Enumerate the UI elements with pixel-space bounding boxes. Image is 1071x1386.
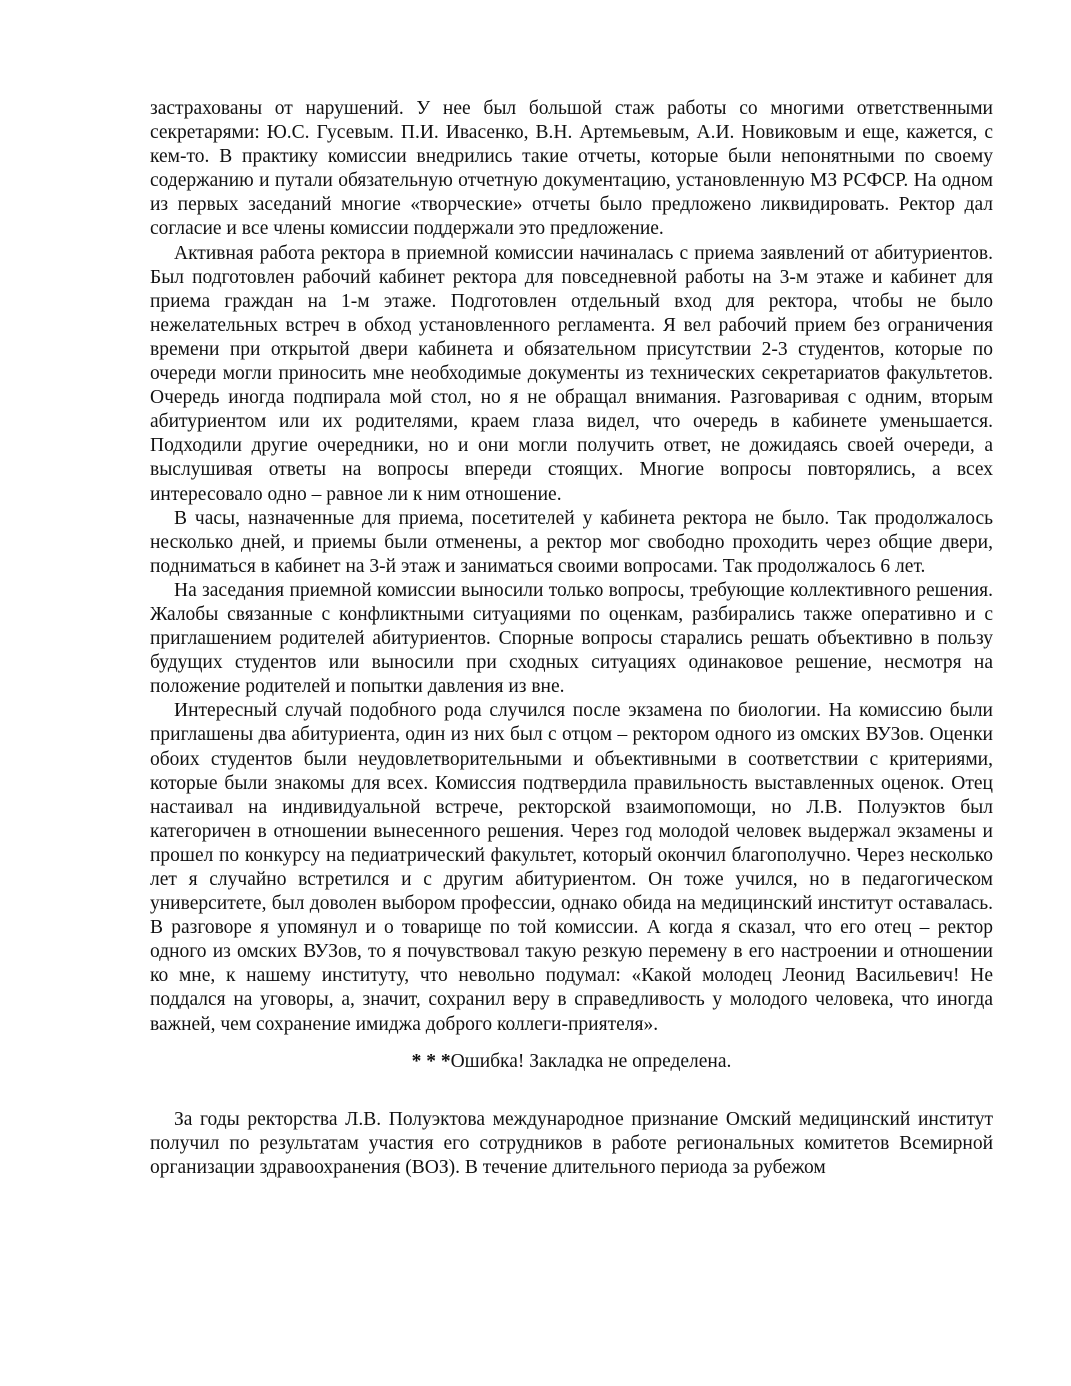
paragraph-1: застрахованы от нарушений. У нее был большой стаж работы со многими ответственными секретарями: Ю.С. Гусевым. П.И. Ивасенко, В.Н. Артемьевым, А.И. Новиковым и еще, кажется, с кем-то. В практику комиссии внедрились такие отчеты, которые были непонятными по своему содержанию и путали обязательную отчетную документацию, установленную МЗ РСФСР. На одном из первых заседаний многие «творческие» отчеты было предложено ликвидировать. Ректор дал согласие и все члены комиссии поддержали это предложение.	[150, 98, 993, 240]
paragraph-6: За годы ректорства Л.В. Полуэктова международное признание Омский медицинский институт получил по результатам участия его сотрудников в работе региональных комитетов Всемирной организации здравоохранения (ВОЗ). В течение длительного периода за рубежом	[150, 1108, 993, 1178]
separator-stars: * * *	[411, 1050, 451, 1072]
section-separator	[150, 1050, 993, 1074]
document-page	[150, 97, 993, 1180]
paragraph-5: Интересный случай подобного рода случился после экзамена по биологии. На комиссию были приглашены два абитуриента, один из них был с отцом – ректором одного из омских ВУЗов. Оценки обоих студентов были неудовлетворительными и объективными в соответствии с критериями, которые были знакомы для всех. Комиссия подтвердила правильность выставленных оценок. Отец настаивал на индивидуальной встрече, ректорской взаимопомощи, но Л.В. Полуэктов был категоричен в отношении вынесенного решения. Через год молодой человек выдержал экзамены и прошел по конкурсу на педиатрический факультет, который окончил благополучно. Через несколько лет я случайно встретился и с другим абитуриентом. Он тоже учился, но в педагогическом университете, был доволен выбором профессии, однако обида на медицинский институт оставалась. В разговоре я упомянул и о товарище по той комиссии. А когда я сказал, что его отец – ректор одного из омских ВУЗов, то я почувствовал такую резкую перемену в его настроении и отношении ко мне, к нашему институту, что невольно подумал: «Какой молодец Леонид Васильевич! Не поддался на уговоры, а, значит, сохранил веру в справедливость у молодого человека, что иногда важней, чем сохранение имиджа доброго коллеги-приятеля».	[150, 700, 993, 1035]
paragraph-3: В часы, назначенные для приема, посетителей у кабинета ректора не было. Так продолжалось несколько дней, и приемы были отменены, а ректор мог свободно проходить через общие двери, подниматься в кабинет на 3-й этаж и заниматься своими вопросами. Так продолжалось 6 лет.	[150, 507, 993, 577]
paragraph-4: На заседания приемной комиссии выносили только вопросы, требующие коллективного решения. Жалобы связанные с конфликтными ситуациями по оценкам, разбирались также оперативно и с приглашением родителей абитуриентов. Спорные вопросы старались решать объективно в пользу будущих студентов или выносили при сходных ситуациях одинаковое решение, несмотря на положение родителей и попытки давления из вне.	[150, 579, 993, 698]
bookmark-error-text: Ошибка! Закладка не определена.	[450, 1050, 732, 1072]
paragraph-2: Активная работа ректора в приемной комиссии начиналась с приема заявлений от абитуриентов. Был подготовлен рабочий кабинет ректора для повседневной работы на 3-м этаже и кабинет для приема граждан на 1-м этаже. Подготовлен отдельный вход для ректора, чтобы не было нежелательных встреч в обход установленного регламента. Я вел рабочий прием без ограничения времени при открытой двери кабинета и обязательном присутствии 2-3 студентов, которые по очереди могли приносить мне необходимые документы из технических секретариатов факультетов. Очередь иногда подпирала мой стол, но я не обращал внимания. Разговаривая с одним, вторым абитуриентом или их родителями, краем глаза видел, что очередь в кабинете уменьшается. Подходили другие очередники, но и они могли получить ответ, не дожидаясь своей очереди, а выслушивая ответы на вопросы впереди стоящих. Многие вопросы повторялись, а всех интересовало одно – равное ли к ним отношение.	[150, 242, 993, 505]
